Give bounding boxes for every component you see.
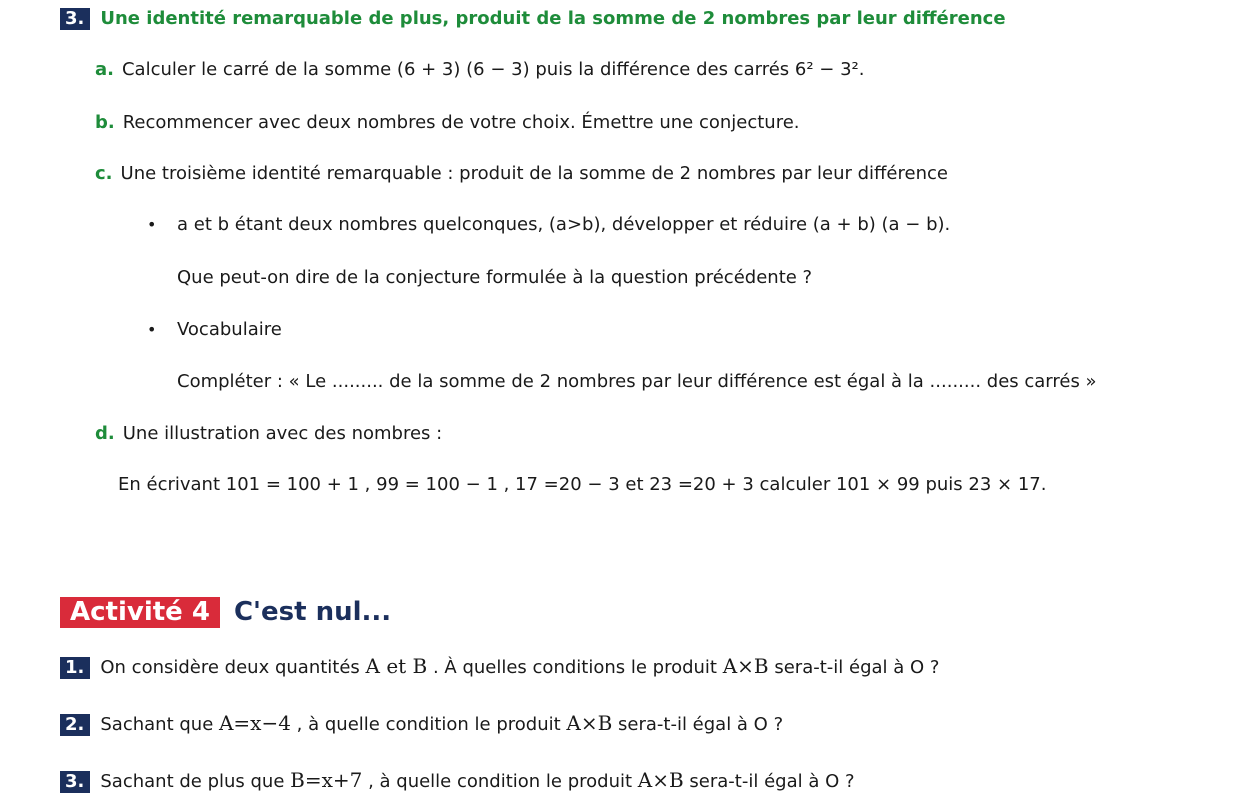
question-letter: c. <box>95 163 113 184</box>
activity-question-2 <box>60 711 783 736</box>
question-text-pre: On considère deux quantités <box>100 657 366 678</box>
math-expression: A et B <box>365 654 428 678</box>
question-text-post: sera-t-il égal à O ? <box>683 771 855 792</box>
question-text-post: sera-t-il égal à O ? <box>612 714 784 735</box>
question-number-badge: 1. <box>60 657 90 679</box>
bullet-item-vocabulary <box>147 319 282 340</box>
question-c <box>95 163 948 184</box>
question-text-post: sera-t-il égal à O ? <box>768 657 940 678</box>
question-text: Calculer le carré de la somme (6 + 3) (6 − 3) puis la différence des carrés 6² − 3². <box>121 59 865 80</box>
section-title: Une identité remarquable de plus, produit de la somme de 2 nombres par leur différence <box>100 8 1006 29</box>
section-3-heading <box>60 8 1006 30</box>
question-letter: a. <box>95 59 114 80</box>
question-letter: b. <box>95 112 115 133</box>
math-expression: A×B <box>722 654 769 678</box>
activity-heading <box>60 597 391 628</box>
question-text: Recommencer avec deux nombres de votre choix. Émettre une conjecture. <box>122 112 800 133</box>
activity-question-1 <box>60 654 939 679</box>
bullet-text: a et b étant deux nombres quelconques, (a>b), développer et réduire (a + b) (a − b). <box>177 214 951 235</box>
activity-title: C'est nul... <box>233 597 392 627</box>
question-number-badge: 2. <box>60 714 90 736</box>
bullet-text: Vocabulaire <box>177 319 282 340</box>
question-a <box>95 59 864 80</box>
bullet-item-develop <box>147 214 950 235</box>
bullet-followup-conjecture: Que peut-on dire de la conjecture formulée à la question précédente ? <box>177 267 813 288</box>
math-expression: A×B <box>637 768 684 792</box>
question-text-mid: , à quelle condition le produit <box>290 714 567 735</box>
question-text: Une troisième identité remarquable : produit de la somme de 2 nombres par leur différence <box>120 163 948 184</box>
bullet-icon: • <box>147 320 157 339</box>
question-text-pre: Sachant de plus que <box>100 771 291 792</box>
question-d <box>95 423 442 444</box>
bullet-icon: • <box>147 215 157 234</box>
question-text-mid: . À quelles conditions le produit <box>427 657 723 678</box>
math-expression: A=x−4 <box>218 711 291 735</box>
numeric-example: En écrivant 101 = 100 + 1 , 99 = 100 − 1 , 17 =20 − 3 et 23 =20 + 3 calculer 101 × 99 puis 23 × 17. <box>118 474 1047 495</box>
math-expression: A×B <box>566 711 613 735</box>
activity-question-3 <box>60 768 855 793</box>
math-expression: B=x+7 <box>290 768 363 792</box>
question-text-mid: , à quelle condition le produit <box>362 771 638 792</box>
question-b <box>95 112 800 133</box>
question-number-badge: 3. <box>60 771 90 793</box>
section-number-badge: 3. <box>60 8 90 30</box>
activity-badge: Activité 4 <box>60 597 220 628</box>
question-text: Une illustration avec des nombres : <box>122 423 443 444</box>
question-text-pre: Sachant que <box>100 714 219 735</box>
question-letter: d. <box>95 423 115 444</box>
bullet-followup-complete: Compléter : « Le ......... de la somme de 2 nombres par leur différence est égal à la ......... des carrés » <box>177 371 1097 392</box>
